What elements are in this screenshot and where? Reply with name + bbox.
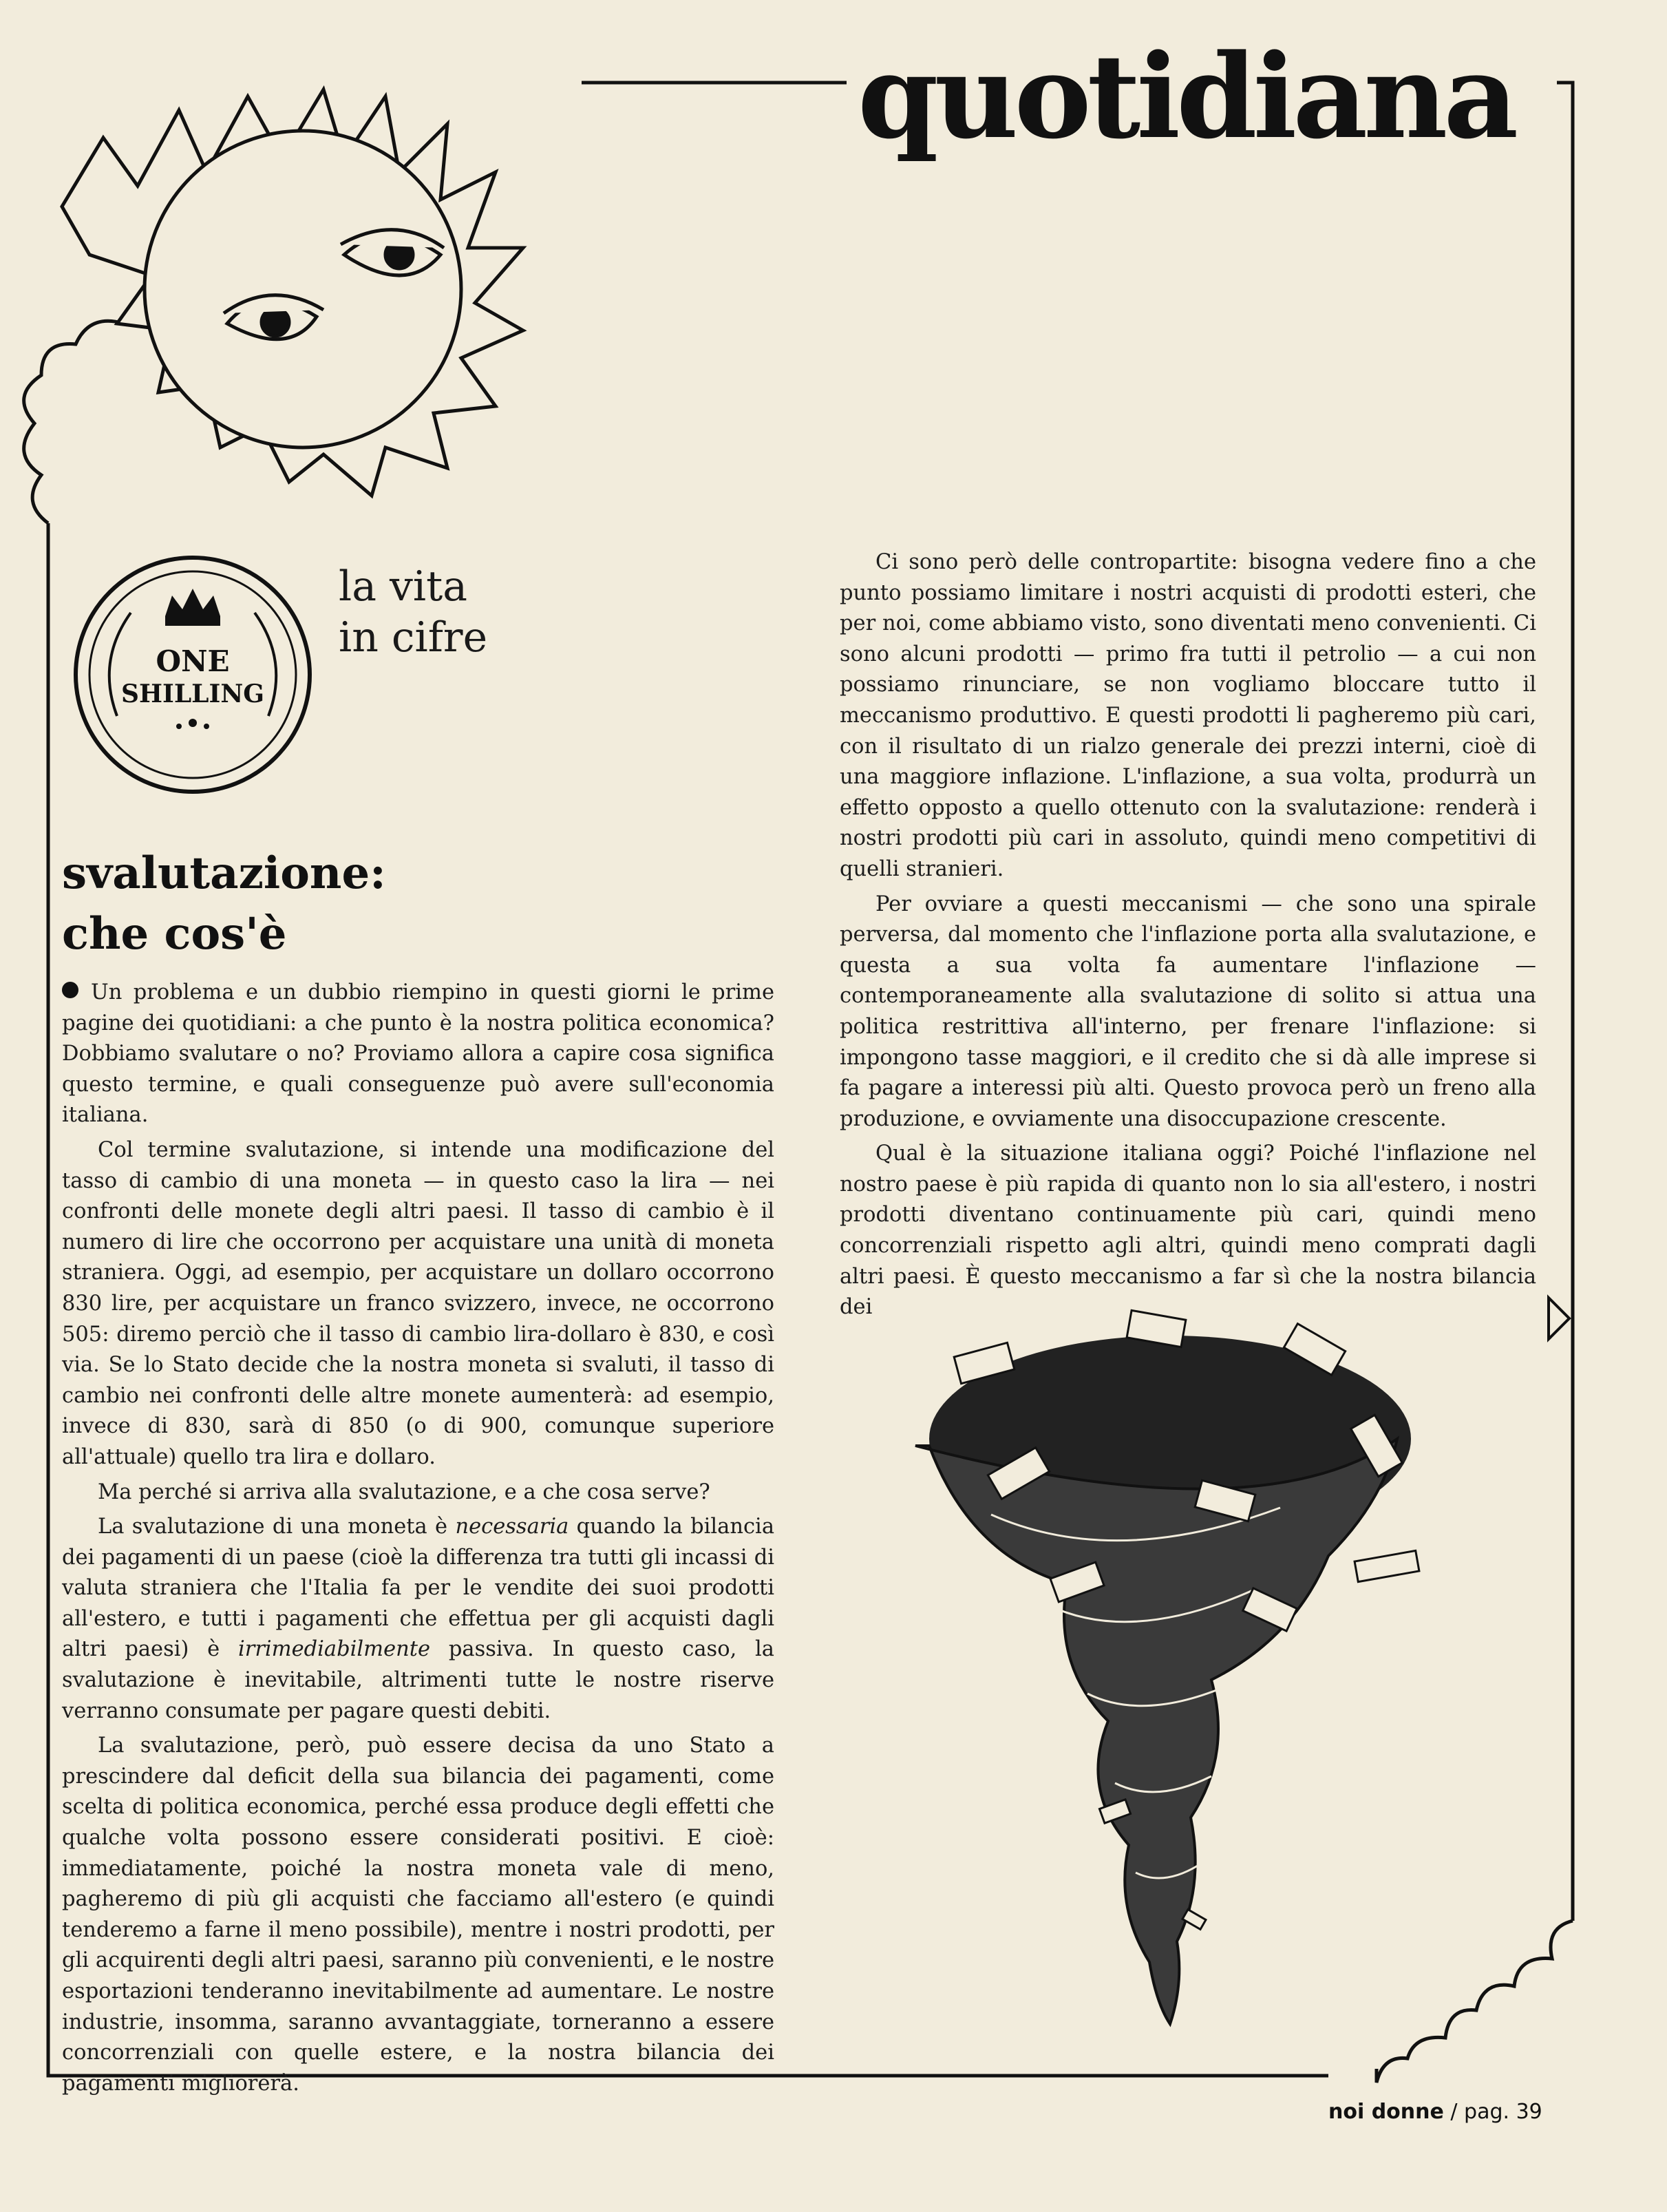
kicker-line-2: in cifre [339, 613, 488, 662]
money-tornado-illustration [826, 1308, 1514, 2052]
paragraph: Un problema e un dubbio riempino in questi giorni le prime pagine dei quotidiani: a che punto è la nostra politica economica? Dobbiamo svalutare o no? Proviamo allora a capire cosa significa questo termine, e quali conseguenze può avere sull'economia italiana. [62, 980, 774, 1128]
shilling-coin-icon [69, 551, 317, 799]
article-title [62, 843, 785, 965]
masthead-title: quotidiana [847, 28, 1557, 165]
paragraph: Col termine svalutazione, si intende una modificazione del tasso di cambio di una moneta — in questo caso la lira — nei confronti delle monete degli altri paesi. Il tasso di cambio è il numero di lire che occorrono per acquistare una unità di moneta straniera. Oggi, ad esempio, per acquistare un dollaro occorrono 830 lire, per acquistare un franco svizzero, invece, ne occorrono 505: diremo perciò che il tasso di cambio lira-dollaro è 830, e così via. Se lo Stato decide che la nostra moneta si svaluti, il tasso di cambio nei confronti delle altre monete aumenterà: ad esempio, invece di 830, sarà di 850 (o di 900, comunque superiore all'attuale) quello tra lira e dollaro. [62, 1137, 774, 1469]
paragraph: Ci sono però delle contropartite: bisogna vedere fino a che punto possiamo limitare i nostri acquisti di prodotti esteri, che per noi, come abbiamo visto, sono diventati meno convenienti. Ci sono alcuni prodotti — primo fra tutti il petrolio — a cui non possiamo rinunciare, se non vogliamo bloccare tutto il meccanismo produttivo. E questi prodotti li pagheremo più cari, con il risultato di un rialzo generale dei prezzi interni, cioè di una maggiore inflazione. L'inflazione, a sua volta, produrrà un effetto opposto a quello ottenuto con la svalutazione: renderà i nostri prodotti più cari in assoluto, quindi meno competitivi di quelli stranieri. [840, 550, 1536, 881]
title-line-1: svalutazione: [62, 847, 386, 899]
paragraph: La svalutazione, però, può essere decisa da uno Stato a prescindere dal deficit della sua bilancia dei pagamenti, come scelta di politica economica, perché essa produce degli effetti che qualche volta possono essere considerati positivi. E cioè: immediatamente, poiché la nostra moneta vale di meno, pagheremo di più gli acquisti che facciamo all'estero (e quindi tenderemo a farne il meno possibile), mentre i nostri prodotti, per gli acquirenti degli altri paesi, saranno più convenienti, e le nostre esportazioni tenderanno inevitabilmente ad aumentare. Le nostre industrie, insomma, saranno avvantaggiate, torneranno a essere concorrenziali con quelle estere, e la nostra bilancia dei pagamenti migliorerà. [62, 1734, 774, 2096]
page-footer [1328, 2100, 1604, 2124]
paragraph: La svalutazione di una moneta è necessaria quando la bilancia dei pagamenti di un paese (cioè la differenza tra tutti gli incassi di valuta straniera che l'Italia fa per le vendite dei suoi prodotti all'estero, e tutti i pagamenti che effettua per gli acquisti dagli altri paesi) è irrimediabilmente passiva. In questo caso, la svalutazione è inevitabile, altrimenti tutte le nostre riserve verranno consumate per pagare questi debiti. [62, 1515, 774, 1723]
continue-arrow-icon [1545, 1294, 1573, 1342]
coin-text-shilling: SHILLING [121, 680, 264, 708]
kicker-line-1: la vita [339, 562, 468, 611]
bullet-icon [62, 982, 78, 998]
article-column-right [840, 547, 1536, 1327]
article-column-left [62, 978, 774, 2103]
paragraph: Qual è la situazione italiana oggi? Poiché l'inflazione nel nostro paese è più rapida di quanto non lo sia all'estero, i nostri prodotti diventano continuamente più cari, quindi meno concorrenziali rispetto agli altri, quindi meno comprati dagli altri paesi. È questo meccanismo a far sì che la nostra bilancia dei [840, 1141, 1536, 1320]
coin-text-one: ONE [156, 644, 230, 678]
paragraph: Ma perché si arriva alla svalutazione, e a che cosa serve? [98, 1479, 710, 1504]
section-kicker [339, 561, 628, 663]
sun-icon [62, 89, 523, 496]
footer-separator: / [1450, 2100, 1458, 2124]
page-number: pag. 39 [1464, 2100, 1542, 2124]
tornado-icon [915, 1336, 1411, 2024]
title-line-2: che cos'è [62, 908, 287, 960]
magazine-name: noi donne [1328, 2100, 1444, 2124]
paragraph: Per ovviare a questi meccanismi — che sono una spirale perversa, dal momento che l'inflazione porta alla svalutazione, e questa a sua volta fa aumentare l'inflazione — contemporaneamente alla svalutazione di solito si attua una politica restrittiva all'interno, per frenare l'inflazione: si impongono tasse maggiori, e il credito che si dà alle imprese si fa pagare a interessi più alti. Questo provoca però un freno alla produzione, e ovviamente una disoccupazione crescente. [840, 892, 1536, 1131]
